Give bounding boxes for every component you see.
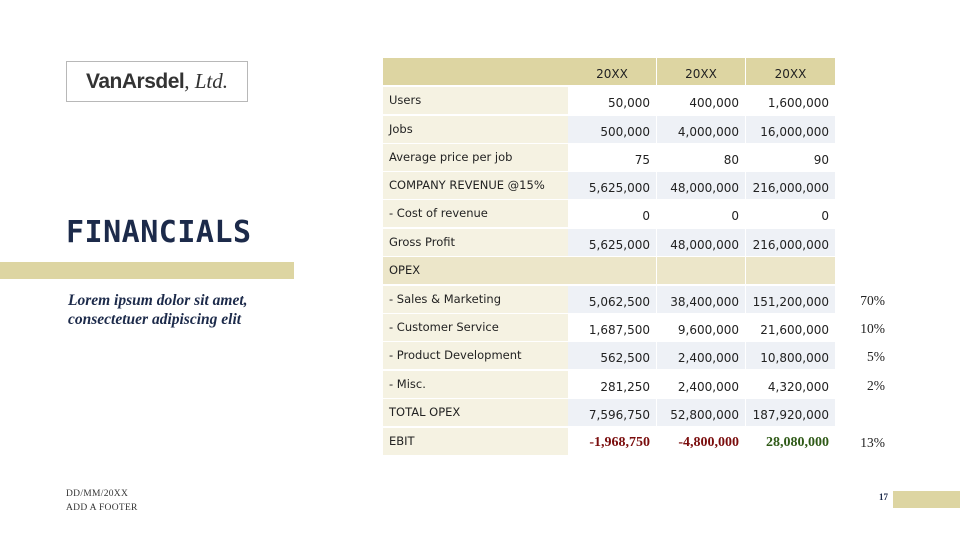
logo-suffix: , Ltd. <box>184 69 228 93</box>
title-accent-bar <box>0 262 294 279</box>
row-percent: 10% <box>860 321 885 336</box>
footer-text: ADD A FOOTER <box>66 503 138 513</box>
row-value: 48,000,000 <box>657 172 745 199</box>
row-value: 75 <box>568 144 656 171</box>
row-label: Users <box>383 87 568 114</box>
row-label: - Sales & Marketing <box>383 286 568 313</box>
table-section-row-opex <box>383 257 903 284</box>
page-accent-bar <box>893 491 960 508</box>
table-row <box>383 399 903 426</box>
section-label: OPEX <box>383 257 568 284</box>
table-row <box>383 286 903 313</box>
row-value: 5,062,500 <box>568 286 656 313</box>
row-value: 1,600,000 <box>746 87 835 114</box>
row-percent: 5% <box>867 349 885 364</box>
row-label: - Product Development <box>383 342 568 369</box>
table-header-row <box>383 58 903 85</box>
financials-table <box>383 58 903 458</box>
row-label: - Cost of revenue <box>383 200 568 227</box>
row-percent: 2% <box>867 378 885 393</box>
row-label: - Misc. <box>383 371 568 398</box>
header-year-3: 20XX <box>746 58 835 85</box>
row-value: 4,000,000 <box>657 116 745 143</box>
table-row <box>383 116 903 143</box>
row-value-negative: -4,800,000 <box>657 428 745 455</box>
row-value: 21,600,000 <box>746 314 835 341</box>
row-value: 7,596,750 <box>568 399 656 426</box>
row-value: 500,000 <box>568 116 656 143</box>
row-value: 80 <box>657 144 745 171</box>
row-label: COMPANY REVENUE @15% <box>383 172 568 199</box>
company-logo <box>66 61 248 102</box>
row-value: 5,625,000 <box>568 172 656 199</box>
table-row <box>383 87 903 114</box>
header-year-2: 20XX <box>657 58 745 85</box>
row-percent: 70% <box>860 293 885 308</box>
row-value: 151,200,000 <box>746 286 835 313</box>
row-value: 50,000 <box>568 87 656 114</box>
table-row <box>383 144 903 171</box>
row-value: 5,625,000 <box>568 229 656 256</box>
table-row <box>383 229 903 256</box>
table-row <box>383 371 903 398</box>
table-row-ebit <box>383 428 903 455</box>
table-row <box>383 314 903 341</box>
row-value: 10,800,000 <box>746 342 835 369</box>
row-value: 0 <box>746 200 835 227</box>
row-value: 16,000,000 <box>746 116 835 143</box>
row-value: 0 <box>657 200 745 227</box>
row-value: 216,000,000 <box>746 172 835 199</box>
table-row <box>383 200 903 227</box>
row-value: 52,800,000 <box>657 399 745 426</box>
footer <box>66 487 138 515</box>
row-value: 2,400,000 <box>657 342 745 369</box>
header-blank-cell <box>383 58 568 85</box>
row-value: 2,400,000 <box>657 371 745 398</box>
footer-date: DD/MM/20XX <box>66 489 129 499</box>
section-empty-cell <box>657 257 745 284</box>
row-label: EBIT <box>383 428 568 455</box>
row-label: Gross Profit <box>383 229 568 256</box>
row-value: 0 <box>568 200 656 227</box>
row-value: 562,500 <box>568 342 656 369</box>
page-title: FINANCIALS <box>66 215 252 250</box>
row-value: 38,400,000 <box>657 286 745 313</box>
row-value-positive: 28,080,000 <box>746 428 835 455</box>
row-label: TOTAL OPEX <box>383 399 568 426</box>
row-value: 400,000 <box>657 87 745 114</box>
table-row <box>383 342 903 369</box>
row-value: 90 <box>746 144 835 171</box>
row-value: 48,000,000 <box>657 229 745 256</box>
section-empty-cell <box>568 257 656 284</box>
row-value: 1,687,500 <box>568 314 656 341</box>
row-value: 4,320,000 <box>746 371 835 398</box>
section-empty-cell <box>746 257 835 284</box>
row-percent: 13% <box>860 435 885 450</box>
logo-brand: VanArsdel <box>86 69 185 93</box>
table-row <box>383 172 903 199</box>
header-year-1: 20XX <box>568 58 656 85</box>
row-label: Jobs <box>383 116 568 143</box>
row-label: Average price per job <box>383 144 568 171</box>
row-value-negative: -1,968,750 <box>568 428 656 455</box>
row-value: 187,920,000 <box>746 399 835 426</box>
row-value: 9,600,000 <box>657 314 745 341</box>
row-value: 216,000,000 <box>746 229 835 256</box>
row-label: - Customer Service <box>383 314 568 341</box>
row-value: 281,250 <box>568 371 656 398</box>
page-number: 17 <box>879 492 888 502</box>
subtitle: Lorem ipsum dolor sit amet, consectetuer adipiscing elit <box>68 292 248 328</box>
